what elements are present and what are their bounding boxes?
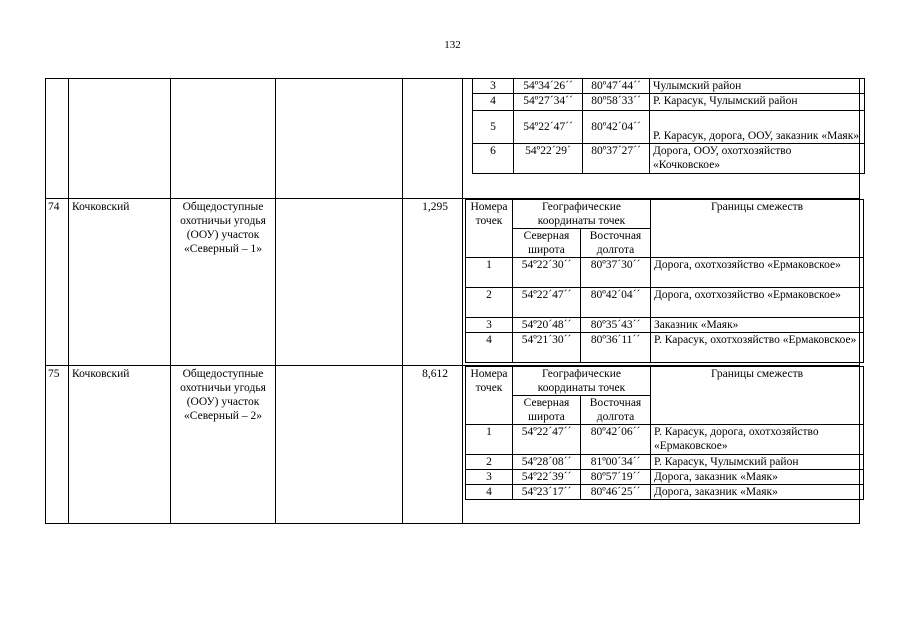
- geo-header: Географические координаты точек: [513, 200, 651, 229]
- entry-number: 74: [48, 201, 60, 213]
- point-number: 2: [466, 455, 513, 470]
- border-description: Дорога, охотхозяйство «Ермаковское»: [651, 258, 864, 288]
- north-latitude-header: Северная широта: [513, 229, 581, 258]
- latitude: 54º22´39´´: [513, 470, 581, 485]
- table-row: [466, 425, 864, 455]
- table-row: [473, 79, 865, 94]
- table-row: [466, 333, 864, 363]
- hunting-area-name: Общедоступные охотничьи угодья (ООУ) участок «Северный – 2»: [180, 368, 266, 422]
- header-row: [466, 367, 864, 396]
- point-number: 4: [473, 94, 514, 111]
- latitude: 54º22´47´´: [513, 288, 581, 318]
- longitude: 80º36´11´´: [581, 333, 651, 363]
- point-number: 2: [466, 288, 513, 318]
- longitude: 80º42´06´´: [581, 425, 651, 455]
- border-description: Р. Карасук, Чулымский район: [650, 94, 865, 111]
- column-divider: [402, 78, 403, 524]
- points-header: Номера точек: [466, 200, 513, 258]
- point-number: 1: [466, 425, 513, 455]
- longitude: 81º00´34´´: [581, 455, 651, 470]
- longitude: 80º47´44´´: [583, 79, 650, 94]
- points-header: Номера точек: [466, 367, 513, 425]
- latitude: 54º22´47´´: [513, 425, 581, 455]
- point-number: 3: [473, 79, 514, 94]
- point-number: 5: [473, 111, 514, 144]
- table-row: [466, 288, 864, 318]
- border-description: Р. Карасук, дорога, ООУ, заказник «Маяк»: [650, 111, 865, 144]
- table-row: [466, 318, 864, 333]
- point-number: 4: [466, 485, 513, 500]
- border-description: Дорога, заказник «Маяк»: [651, 485, 864, 500]
- east-longitude-header: Восточная долгота: [581, 229, 651, 258]
- top-coordinates-table: [472, 78, 865, 174]
- column-divider: [68, 78, 69, 524]
- latitude: 54º22´30´´: [513, 258, 581, 288]
- page-number: 132: [444, 39, 461, 51]
- longitude: 80º37´27´´: [583, 144, 650, 174]
- border-description: Р. Карасук, Чулымский район: [651, 455, 864, 470]
- east-longitude-header: Восточная долгота: [581, 396, 651, 425]
- longitude: 80º42´04´´: [583, 111, 650, 144]
- latitude: 54º27´34´´: [514, 94, 583, 111]
- borders-header: Границы смежеств: [651, 367, 864, 425]
- coordinates-table: [465, 199, 864, 363]
- table-row: [473, 94, 865, 111]
- point-number: 1: [466, 258, 513, 288]
- latitude: 54º28´08´´: [513, 455, 581, 470]
- longitude: 80º58´33´´: [583, 94, 650, 111]
- header-row: [466, 200, 864, 229]
- entry-number: 75: [48, 368, 60, 380]
- latitude: 54º34´26´´: [514, 79, 583, 94]
- border-description: Чулымский район: [650, 79, 865, 94]
- geo-header: Географические координаты точек: [513, 367, 651, 396]
- latitude: 54º21´30´´: [513, 333, 581, 363]
- borders-header: Границы смежеств: [651, 200, 864, 258]
- table-row: [473, 144, 865, 174]
- table-row: [473, 111, 865, 144]
- hunting-area-name: Общедоступные охотничьи угодья (ООУ) участок «Северный – 1»: [180, 201, 266, 255]
- latitude: 54º22´29´: [514, 144, 583, 174]
- latitude: 54º23´17´´: [513, 485, 581, 500]
- longitude: 80º35´43´´: [581, 318, 651, 333]
- border-description: Р. Карасук, охотхозяйство «Ермаковское»: [651, 333, 864, 363]
- table-row: [466, 455, 864, 470]
- column-divider: [170, 78, 171, 524]
- point-number: 6: [473, 144, 514, 174]
- border-description: Дорога, заказник «Маяк»: [651, 470, 864, 485]
- table-row: [466, 258, 864, 288]
- latitude: 54º20´48´´: [513, 318, 581, 333]
- longitude: 80º42´04´´: [581, 288, 651, 318]
- coordinates-table: [465, 366, 864, 500]
- table-row: [466, 485, 864, 500]
- area-value: 1,295: [422, 201, 448, 213]
- border-description: Дорога, охотхозяйство «Ермаковское»: [651, 288, 864, 318]
- table-row: [466, 470, 864, 485]
- border-description: Заказник «Маяк»: [651, 318, 864, 333]
- point-number: 3: [466, 470, 513, 485]
- column-divider: [462, 78, 463, 524]
- border-description: Дорога, ООУ, охотхозяйство «Кочковское»: [650, 144, 865, 174]
- district-name: Кочковский: [72, 368, 130, 380]
- north-latitude-header: Северная широта: [513, 396, 581, 425]
- latitude: 54º22´47´´: [514, 111, 583, 144]
- longitude: 80º46´25´´: [581, 485, 651, 500]
- point-number: 3: [466, 318, 513, 333]
- point-number: 4: [466, 333, 513, 363]
- area-value: 8,612: [422, 368, 448, 380]
- district-name: Кочковский: [72, 201, 130, 213]
- longitude: 80º57´19´´: [581, 470, 651, 485]
- column-divider: [275, 78, 276, 524]
- border-description: Р. Карасук, дорога, охотхозяйство «Ермаковское»: [651, 425, 864, 455]
- longitude: 80º37´30´´: [581, 258, 651, 288]
